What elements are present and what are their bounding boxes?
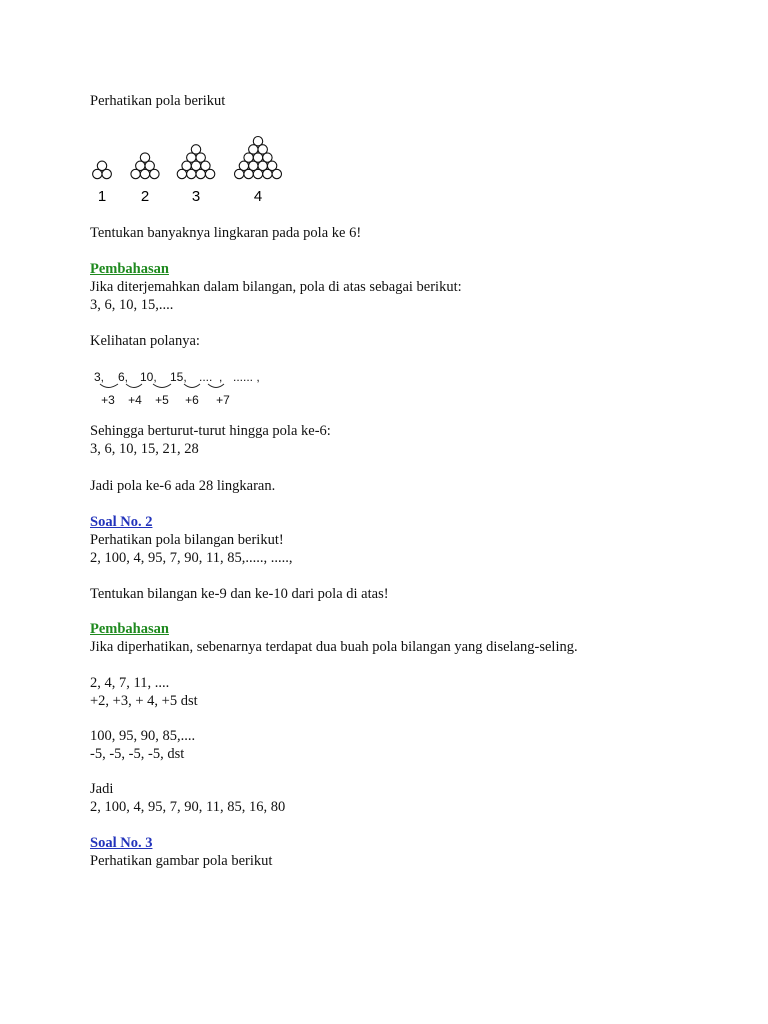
- sol1-line-2: 3, 6, 10, 15,....: [90, 297, 174, 313]
- pattern-circle: [235, 169, 244, 178]
- question-1: Tentukan banyaknya lingkaran pada pola ke 6!: [90, 225, 362, 241]
- pattern-label-3: 3: [191, 188, 201, 205]
- pattern-circle: [196, 169, 205, 178]
- sol2-line-4: 100, 95, 90, 85,....: [90, 728, 196, 744]
- difference-arcs: [100, 384, 224, 388]
- pattern-circle: [93, 169, 102, 178]
- circle-triangles: [93, 137, 282, 179]
- sol1-line-5: 3, 6, 10, 15, 21, 28: [90, 441, 199, 457]
- soal3-line-1: Perhatikan gambar pola berikut: [90, 853, 273, 869]
- sol1-line-1: Jika diterjemahkan dalam bilangan, pola di atas sebagai berikut:: [90, 279, 462, 295]
- pembahasan-heading-1: Pembahasan: [90, 261, 169, 277]
- pattern-circle: [150, 169, 159, 178]
- pattern-diff-2: +4: [128, 393, 142, 407]
- sol2-line-6: Jadi: [90, 781, 114, 797]
- pattern-circle: [205, 169, 214, 178]
- pattern-diff-3: +5: [155, 393, 169, 407]
- sol2-line-3: +2, +3, + 4, +5 dst: [90, 693, 198, 709]
- pattern-term-4: 15,: [170, 370, 187, 384]
- sol1-line-6: Jadi pola ke-6 ada 28 lingkaran.: [90, 478, 276, 494]
- soal-2-heading[interactable]: Soal No. 2: [90, 514, 153, 530]
- sol1-line-3: Kelihatan polanya:: [90, 333, 200, 349]
- circle-pattern-figure: [88, 126, 308, 206]
- pattern-circle: [244, 169, 253, 178]
- pattern-term-6: ,: [219, 370, 223, 384]
- sol2-line-2: 2, 4, 7, 11, ....: [90, 675, 170, 691]
- soal-3-heading[interactable]: Soal No. 3: [90, 835, 153, 851]
- pattern-term-5: ....: [199, 370, 213, 384]
- pattern-diff-1: +3: [101, 393, 115, 407]
- pattern-label-1: 1: [97, 188, 107, 205]
- soal2-line-1: Perhatikan pola bilangan berikut!: [90, 532, 284, 548]
- intro-text: Perhatikan pola berikut: [90, 93, 226, 109]
- pattern-circle: [187, 169, 196, 178]
- pattern-circle: [263, 169, 272, 178]
- pattern-circle: [272, 169, 281, 178]
- pattern-label-2: 2: [140, 188, 150, 205]
- pattern-circle: [140, 169, 149, 178]
- pattern-diff-4: +6: [185, 393, 199, 407]
- pattern-circle: [253, 169, 262, 178]
- pattern-label-4: 4: [253, 188, 263, 205]
- pattern-circle: [177, 169, 186, 178]
- pembahasan-heading-2: Pembahasan: [90, 621, 169, 637]
- sol2-line-5: -5, -5, -5, -5, dst: [90, 746, 185, 762]
- soal2-line-3: Tentukan bilangan ke-9 dan ke-10 dari pola di atas!: [90, 586, 389, 602]
- soal2-line-2: 2, 100, 4, 95, 7, 90, 11, 85,....., .....,: [90, 550, 293, 566]
- pattern-term-3: 10,: [140, 370, 157, 384]
- pattern-circle: [131, 169, 140, 178]
- pattern-circle: [102, 169, 111, 178]
- pattern-term-1: 3,: [94, 370, 105, 384]
- pattern-diff-5: +7: [216, 393, 230, 407]
- difference-pattern-figure: [88, 364, 288, 410]
- pattern-term-2: 6,: [118, 370, 129, 384]
- sol1-line-4: Sehingga berturut-turut hingga pola ke-6:: [90, 423, 331, 439]
- sol2-line-1: Jika diperhatikan, sebenarnya terdapat dua buah pola bilangan yang diselang-seling.: [90, 639, 578, 655]
- sol2-line-7: 2, 100, 4, 95, 7, 90, 11, 85, 16, 80: [90, 799, 286, 815]
- pattern-term-7: ...... ,: [233, 370, 260, 384]
